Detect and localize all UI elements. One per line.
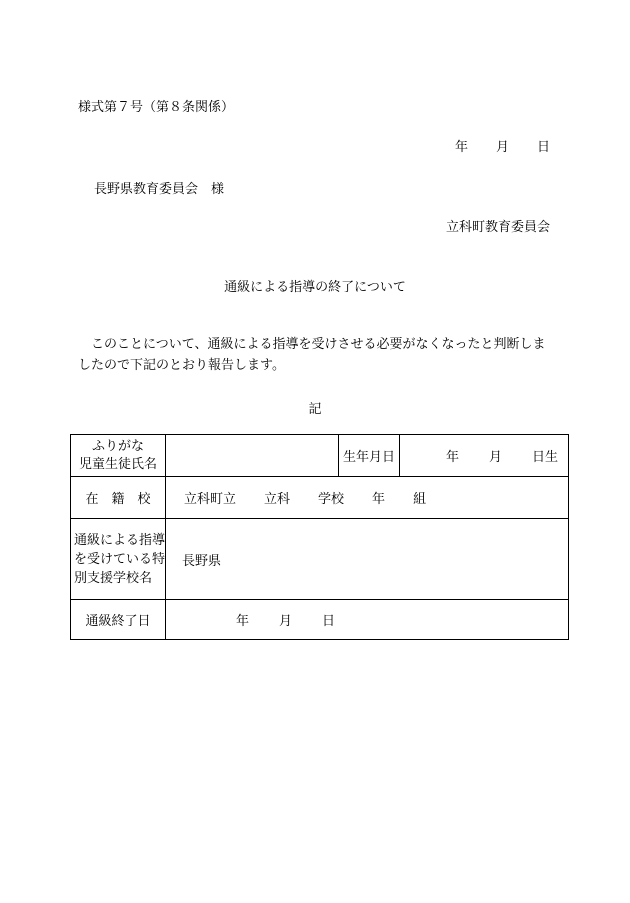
birth-date-label: 生年月日 — [339, 435, 400, 477]
date-year-label: 年 — [454, 140, 468, 155]
table-row — [71, 435, 569, 477]
school-field[interactable] — [166, 477, 569, 519]
school-grade: 年 — [372, 492, 386, 507]
end-date-label: 通級終了日 — [71, 600, 166, 640]
birth-date-field[interactable] — [400, 435, 569, 477]
info-table — [70, 434, 569, 640]
date-day-label: 日 — [536, 140, 550, 155]
birth-month-label: 月 — [489, 450, 503, 465]
sender: 立科町教育委員会 — [445, 220, 550, 235]
body-text: このことについて、通級による指導を受けさせる必要がなくなったと判断しましたので下記のとおり報告します。 — [78, 337, 546, 373]
support-school-field[interactable]: 長野県 — [166, 519, 569, 600]
addressee: 長野県教育委員会 様 — [94, 182, 225, 197]
form-number: 様式第７号（第８条関係） — [78, 100, 235, 115]
table-row — [71, 477, 569, 519]
student-name-field[interactable] — [166, 435, 339, 477]
furigana-label: ふりがな — [91, 438, 144, 454]
student-name-label: 児童生徒氏名 — [78, 456, 157, 472]
submission-date — [455, 136, 550, 155]
end-day-label: 日 — [322, 614, 336, 629]
birth-day-label: 日生 — [532, 450, 559, 465]
school-suffix: 学校 — [318, 492, 345, 507]
table-row — [71, 519, 569, 600]
ki-label: 記 — [308, 402, 322, 417]
document-title: 通級による指導の終了について — [224, 280, 406, 295]
table-row — [71, 600, 569, 640]
end-month-label: 月 — [279, 614, 293, 629]
school-town: 立科 — [264, 492, 291, 507]
end-date-field[interactable] — [166, 600, 569, 640]
name-label-cell — [71, 435, 166, 477]
date-month-label: 月 — [495, 140, 509, 155]
end-year-label: 年 — [236, 614, 250, 629]
school-prefix: 立科町立 — [184, 492, 237, 507]
support-school-label: 通級による指導を受けている特別支援学校名 — [71, 519, 166, 600]
school-class: 組 — [413, 492, 427, 507]
birth-year-label: 年 — [446, 450, 460, 465]
school-label: 在 籍 校 — [71, 477, 166, 519]
